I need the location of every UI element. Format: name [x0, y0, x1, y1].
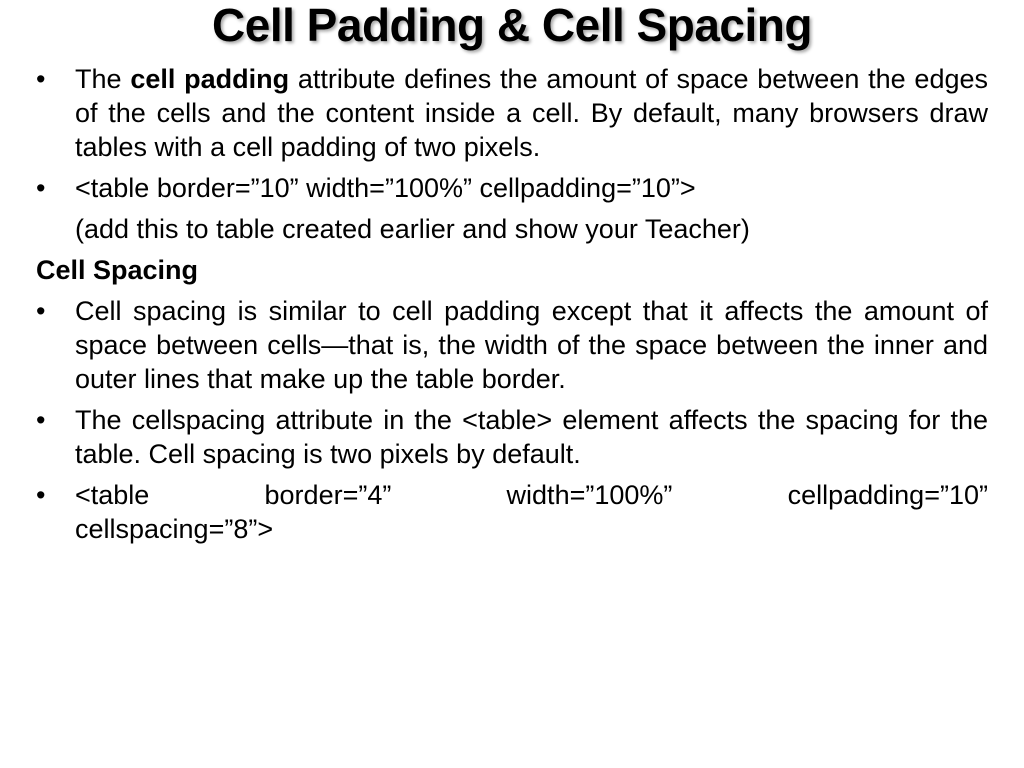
cellpadding-code: <table border=”10” width=”100%” cellpadding=”10”>: [75, 173, 696, 203]
cellspacing-code-line1: • <table border=”4” width=”100%” cellpadding=”10”: [75, 480, 988, 510]
bullet-cell-padding-text: attribute defines the amount of space between the edges of the cells and the content inside a cell. By default, many browsers draw tables with a cell padding of two pixels.: [75, 64, 988, 162]
cell-padding-term: cell padding: [130, 64, 290, 94]
section-heading-cell-spacing: Cell Spacing: [36, 255, 199, 285]
bullet-cell-padding-prefix: The: [75, 64, 122, 94]
bullet-cellpadding-code: [36, 171, 988, 205]
slide-body: [36, 62, 988, 553]
cellspacing-code-line2: cellspacing=”8”>: [75, 514, 274, 544]
bullet-cellspacing-code: [36, 478, 988, 546]
cellpadding-note: (add this to table created earlier and show your Teacher): [75, 214, 750, 244]
bullet-cellspacing-attribute: • The cellspacing attribute in the <table> element affects the spacing for the table. Cell spacing is two pixels by default.: [36, 403, 988, 471]
bullet-cell-padding: [36, 62, 988, 164]
slide-title: Cell Padding & Cell Spacing: [212, 0, 812, 51]
bullet-cell-spacing-definition: • Cell spacing is similar to cell padding except that it affects the amount of space between cells—that is, the width of the space between the inner and outer lines that make up the table border.: [36, 294, 988, 396]
